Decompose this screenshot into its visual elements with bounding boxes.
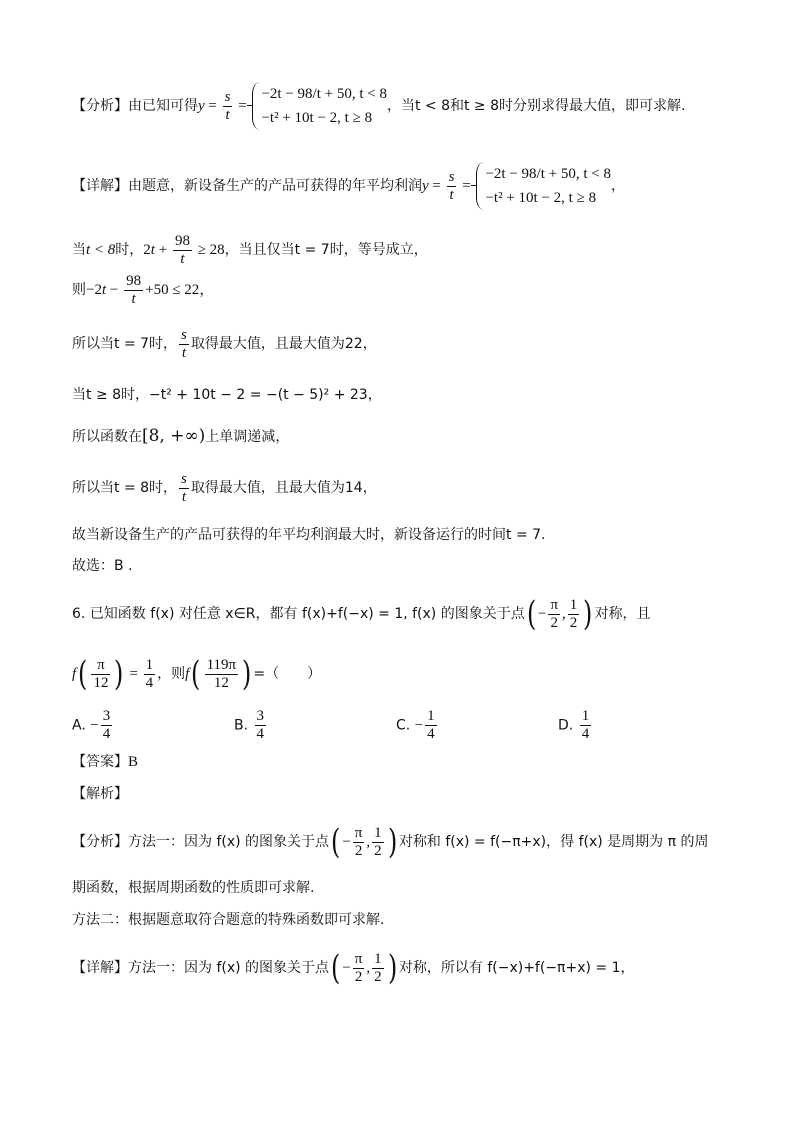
analysis-tag: 【分析】 bbox=[72, 98, 128, 114]
frac-pi-12: $\frac{\pi}{12}$ bbox=[93, 656, 109, 691]
step-7 bbox=[72, 525, 545, 545]
analysis2-mid: 对称和 f(x) = f(−π+x)，得 f(x) 是周期为 π 的周 bbox=[398, 834, 709, 850]
q6-stem2-mid: ，则 bbox=[157, 666, 186, 682]
step1-pre: 当 bbox=[72, 242, 86, 258]
case-2: −t² + 10t − 2, t ≥ 8 bbox=[261, 110, 373, 126]
step2-pre: 则 bbox=[72, 282, 86, 298]
q6-stem1-tail: 对称，且 bbox=[594, 606, 651, 622]
frac-s-t-3: $\frac{s}{t}$ bbox=[181, 326, 187, 361]
step6-tail: 取得最大值，且最大值为14， bbox=[190, 480, 377, 496]
frac-1-2: $\frac{1}{2}$ bbox=[569, 596, 578, 631]
step-5 bbox=[72, 426, 289, 447]
step3-pre: 所以当t = 7时， bbox=[72, 336, 178, 352]
frac-1-4: $\frac{1}{4}$ bbox=[145, 656, 154, 691]
step-2: 则−2t − $\frac{98}{t}$ +50 ≤ 22， bbox=[72, 272, 215, 307]
step2-tail: +50 ≤ 22， bbox=[145, 282, 215, 298]
step1-cond: t < 8 bbox=[86, 242, 116, 258]
frac-119pi-12: $\frac{119\pi}{12}$ bbox=[206, 656, 237, 691]
step6-pre: 所以当t = 8时， bbox=[72, 480, 178, 496]
step-6 bbox=[72, 470, 377, 506]
step-3 bbox=[72, 326, 377, 362]
detail-tag: 【详解】 bbox=[72, 178, 128, 194]
analysis-post: ，当t < 8和t ≥ 8时分别求得最大值，即可求解. bbox=[386, 98, 686, 114]
analysis2-pre: 方法一：因为 f(x) 的图象关于点 bbox=[128, 834, 330, 850]
q6-number: 6. bbox=[72, 606, 86, 622]
analysis-2-line2 bbox=[72, 878, 314, 898]
q6-stem-1: 6. 已知函数 f(x) 对任意 x∈R，都有 f(x)+f(−x) = 1, f(x) 的图象关于点( − $\frac{\pi}{2}$ , $\frac{1}{2}$ ) 对称，且 bbox=[72, 594, 651, 634]
step-8 bbox=[72, 556, 133, 576]
step8-text: 故选：B . bbox=[72, 558, 133, 574]
step-1: 当t < 8时，2t + $\frac{98}{t}$ ≥ 28，当且仅当t = 7时，等号成立， bbox=[72, 232, 428, 267]
jiexi-tag: 【解析】 bbox=[72, 786, 128, 802]
frac-98-t-2: $\frac{98}{t}$ bbox=[126, 272, 142, 307]
step1-tail: 当且仅当t = 7时，等号成立， bbox=[238, 242, 428, 258]
interval: [8, +∞) bbox=[142, 426, 206, 446]
s-over-t-2: $\frac{s}{t}$ bbox=[448, 168, 455, 203]
step7-text: 故当新设备生产的产品可获得的年平均利润最大时，新设备运行的时间t = 7. bbox=[72, 527, 546, 543]
analysis-2-line3 bbox=[72, 910, 384, 930]
option-c[interactable]: C. − $\frac{1}{4}$ bbox=[396, 708, 435, 742]
detail2-pre: 方法一：因为 f(x) 的图象关于点 bbox=[128, 960, 330, 976]
step1-mid: 时， bbox=[115, 242, 144, 258]
analysis2-line2: 期函数，根据周期函数的性质即可求解. bbox=[72, 880, 315, 896]
piecewise-1 bbox=[250, 82, 387, 130]
answer-value: B bbox=[128, 754, 139, 770]
step5-tail: 上单调递减， bbox=[205, 429, 290, 445]
detail-text: 由题意，新设备生产的产品可获得的年平均利润 bbox=[128, 178, 422, 194]
analysis2-tag: 【分析】 bbox=[72, 834, 128, 850]
option-a[interactable]: A. − $\frac{3}{4}$ bbox=[72, 708, 111, 742]
analysis-2: 【分析】方法一：因为 f(x) 的图象关于点( − $\frac{\pi}{2}$ , $\frac{1}{2}$ ) 对称和 f(x) = f(−π+x)，得 f(x) 是周期为 π 的周 bbox=[72, 822, 709, 862]
detail-2: 【详解】方法一：因为 f(x) 的图象关于点( − $\frac{\pi}{2}$ , $\frac{1}{2}$ ) 对称，所以有 f(−x)+f(−π+x) = 1， bbox=[72, 948, 635, 988]
step4-text: 当t ≥ 8时，−t² + 10t − 2 = −(t − 5)² + 23， bbox=[72, 387, 382, 403]
detail2-tag: 【详解】 bbox=[72, 960, 128, 976]
jiexi-line bbox=[72, 784, 128, 804]
case-1: −2t − 98/t + 50, t < 8 bbox=[261, 86, 387, 102]
s-over-t: $\frac{s}{t}$ bbox=[224, 88, 231, 123]
detail-1: 【详解】由题意，新设备生产的产品可获得的年平均利润y = $\frac{s}{t}$ = −2t − 98/t + 50, t < 8 −t² + 10t − 2, t ≥ 8 ， bbox=[72, 158, 625, 214]
piecewise-2 bbox=[474, 162, 611, 210]
case-1b: −2t − 98/t + 50, t < 8 bbox=[485, 166, 611, 182]
frac-98-t: $\frac{98}{t}$ bbox=[174, 232, 190, 267]
answer-tag: 【答案】 bbox=[72, 754, 128, 770]
frac-pi-2: $\frac{\pi}{2}$ bbox=[550, 596, 559, 631]
step5-pre: 所以函数在 bbox=[72, 429, 142, 445]
frac-s-t-6: $\frac{s}{t}$ bbox=[181, 470, 187, 505]
step3-tail: 取得最大值，且最大值为22， bbox=[190, 336, 377, 352]
detail2-tail: 对称，所以有 f(−x)+f(−π+x) = 1， bbox=[398, 960, 635, 976]
step-4 bbox=[72, 385, 382, 405]
q6-stem1: 已知函数 f(x) 对任意 x∈R，都有 f(x)+f(−x) = 1, f(x) 的图象关于点 bbox=[89, 606, 525, 622]
q6-stem2-tail: =（ ） bbox=[253, 666, 322, 682]
analysis-1: 【分析】由已知可得y = $\frac{s}{t}$ = −2t − 98/t + 50, t < 8 −t² + 10t − 2, t ≥ 8 ，当t < 8和t ≥ 8时分别求得最大值，即可求解. bbox=[72, 78, 685, 134]
case-2b: −t² + 10t − 2, t ≥ 8 bbox=[485, 190, 597, 206]
option-b[interactable]: B. $\frac{3}{4}$ bbox=[234, 708, 265, 742]
answer-line bbox=[72, 752, 138, 772]
option-d[interactable]: D. $\frac{1}{4}$ bbox=[558, 708, 590, 742]
analysis-pre: 由已知可得 bbox=[128, 98, 198, 114]
q6-stem-2: f( $\frac{\pi}{12}$ ) = $\frac{1}{4}$ ，则f( $\frac{119\pi}{12}$ ) =（ ） bbox=[72, 654, 322, 694]
analysis2-line3: 方法二：根据题意取符合题意的特殊函数即可求解. bbox=[72, 912, 385, 928]
